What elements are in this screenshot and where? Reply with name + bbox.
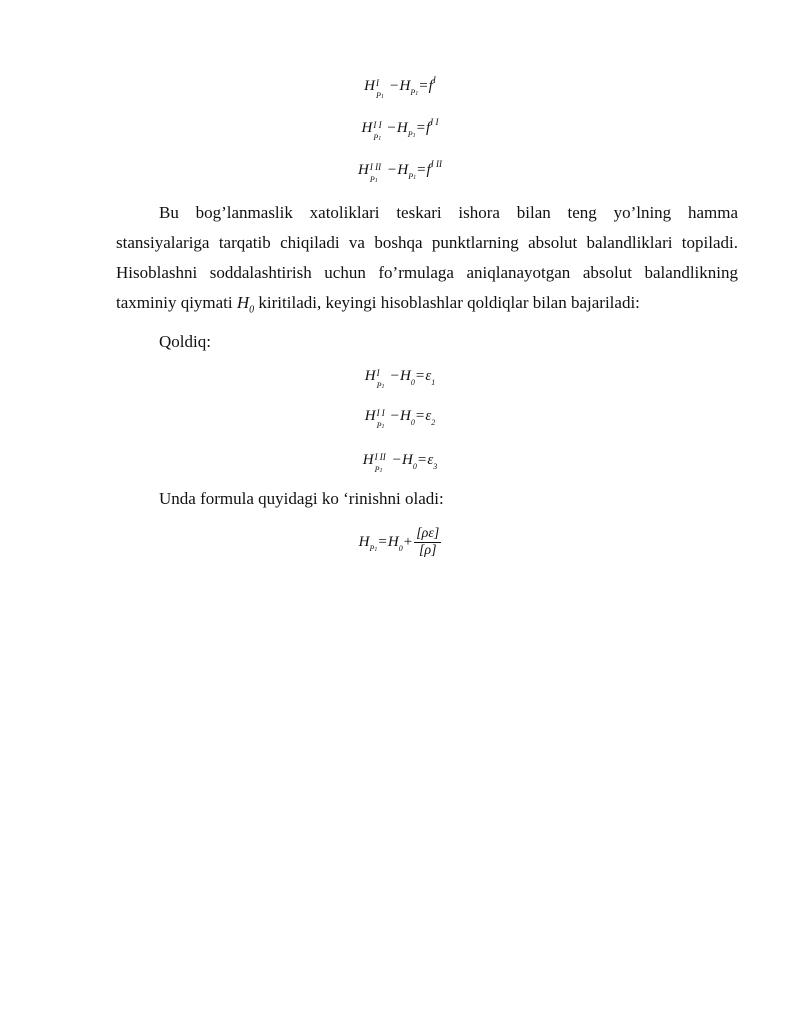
equation-residual-3: H I II P1 $-H_0=\varepsilon_3$ bbox=[362, 452, 438, 474]
equation-closure-2: H I I P1 $-H_{P1}=f^{I I}$ bbox=[361, 117, 439, 142]
fraction-numerator: [ρε] bbox=[416, 526, 440, 542]
fraction-denominator: [ρ] bbox=[418, 543, 437, 559]
equation-closure-3: H I II P1 $-H_{P1}=f^{I II}$ bbox=[358, 159, 442, 184]
paragraph-line: Bu bog’lanmaslik xatoliklari teskari ishora bilan teng yo’lning hamma bbox=[159, 203, 738, 222]
equation-residual-1: H I P1 $-H_0=\varepsilon_1$ bbox=[364, 368, 436, 390]
equation-closure-1: H I P1 $-H_{P1}=f^I$ bbox=[364, 75, 436, 100]
paragraph-line: taxminiy qiymati $H_0$ kiritiladi, keyingi hisoblashlar qoldiqlar bilan bajariladi: bbox=[116, 293, 640, 316]
unda-label: Unda formula quyidagi ko ‘rinishni oladi: bbox=[159, 489, 444, 508]
body-paragraph bbox=[116, 198, 738, 325]
equation-residual-2: H I I P1 $-H_0=\varepsilon_2$ bbox=[364, 408, 436, 430]
paragraph-line: stansiyalariga tarqatib chiqiladi va boshqa punktlarning absolut balandliklari topiladi. bbox=[116, 233, 738, 252]
qoldiq-label: Qoldiq: bbox=[159, 332, 211, 351]
final-formula: $H_{P1}=H_0+$ $\frac{[\rho\varepsilon]}{[\rho]}$ bbox=[358, 526, 440, 559]
paragraph-line: Hisoblashni soddalashtirish uchun fo’rmulaga aniqlanayotgan absolut balandlikning bbox=[116, 263, 738, 282]
symbol-h0: $H_0$ bbox=[236, 293, 255, 316]
fraction bbox=[414, 526, 441, 559]
